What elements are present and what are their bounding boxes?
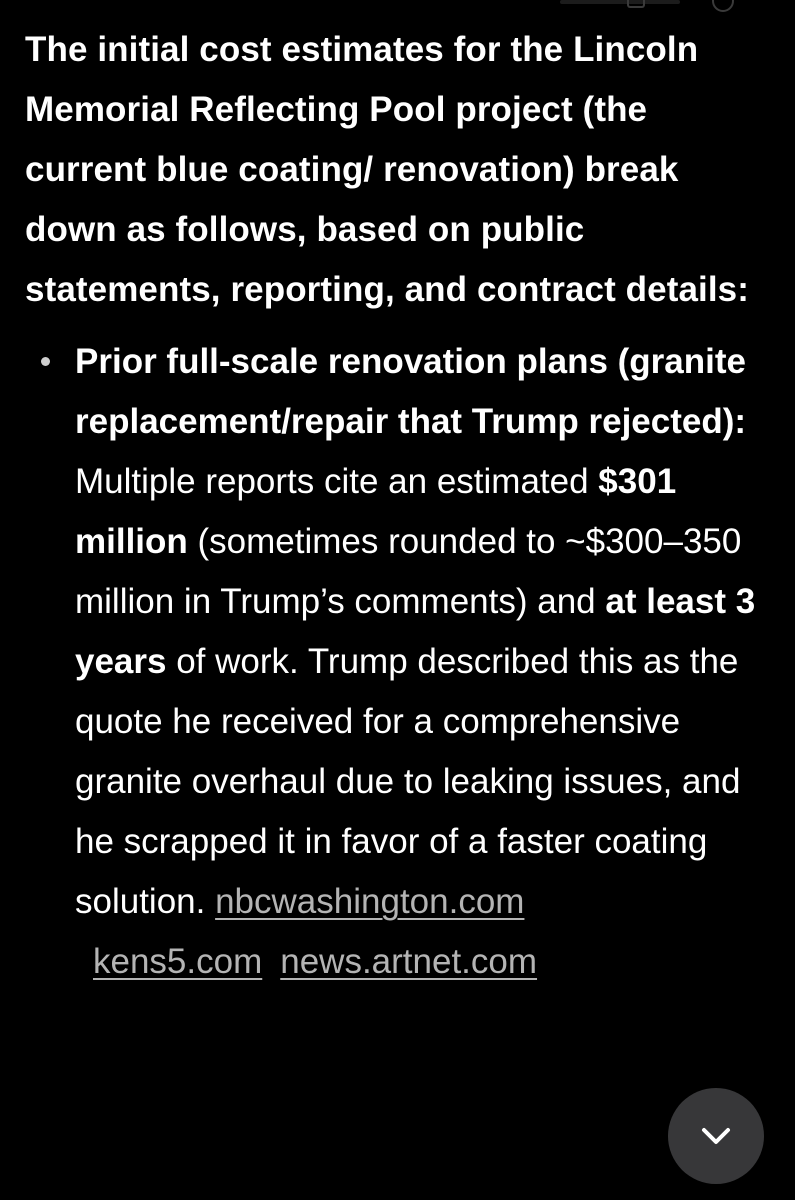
source-link-artnet[interactable]: news.artnet.com bbox=[280, 942, 538, 981]
cropped-copy-icon[interactable] bbox=[627, 0, 645, 8]
scroll-down-button[interactable] bbox=[668, 1088, 764, 1184]
top-cropped-toolbar bbox=[0, 0, 795, 12]
intro-paragraph: The initial cost estimates for the Lincoln Memorial Reflecting Pool project (the current blue coating/ renovation) break down as follows, based on public statements, reporting, and contract details: bbox=[25, 30, 749, 309]
chevron-down-icon bbox=[696, 1116, 736, 1156]
bullet-text: of work. Trump described this as the quote he received for a comprehensive granite overhaul due to leaking issues, and he scrapped it in favor of a faster coating solution. bbox=[75, 642, 741, 921]
list-item bbox=[25, 332, 765, 992]
bullet-list bbox=[25, 332, 765, 992]
bullet-text: (sometimes rounded to ~$300–350 million in Trump’s comments) and bbox=[75, 522, 742, 621]
bullet-dot-icon bbox=[41, 357, 50, 366]
duration-estimate: at least 3 years bbox=[75, 582, 756, 681]
source-link-nbcwashington[interactable]: nbcwashington.com bbox=[215, 882, 525, 921]
bullet-text: Multiple reports cite an estimated bbox=[75, 462, 599, 501]
cropped-divider bbox=[560, 0, 680, 4]
cropped-more-icon[interactable] bbox=[712, 0, 734, 12]
bullet-heading: Prior full-scale renovation plans (granite replacement/repair that Trump rejected): bbox=[75, 342, 747, 441]
cost-estimate: $301 million bbox=[75, 462, 677, 561]
source-link-kens5[interactable]: kens5.com bbox=[93, 942, 263, 981]
chat-message bbox=[25, 20, 765, 992]
